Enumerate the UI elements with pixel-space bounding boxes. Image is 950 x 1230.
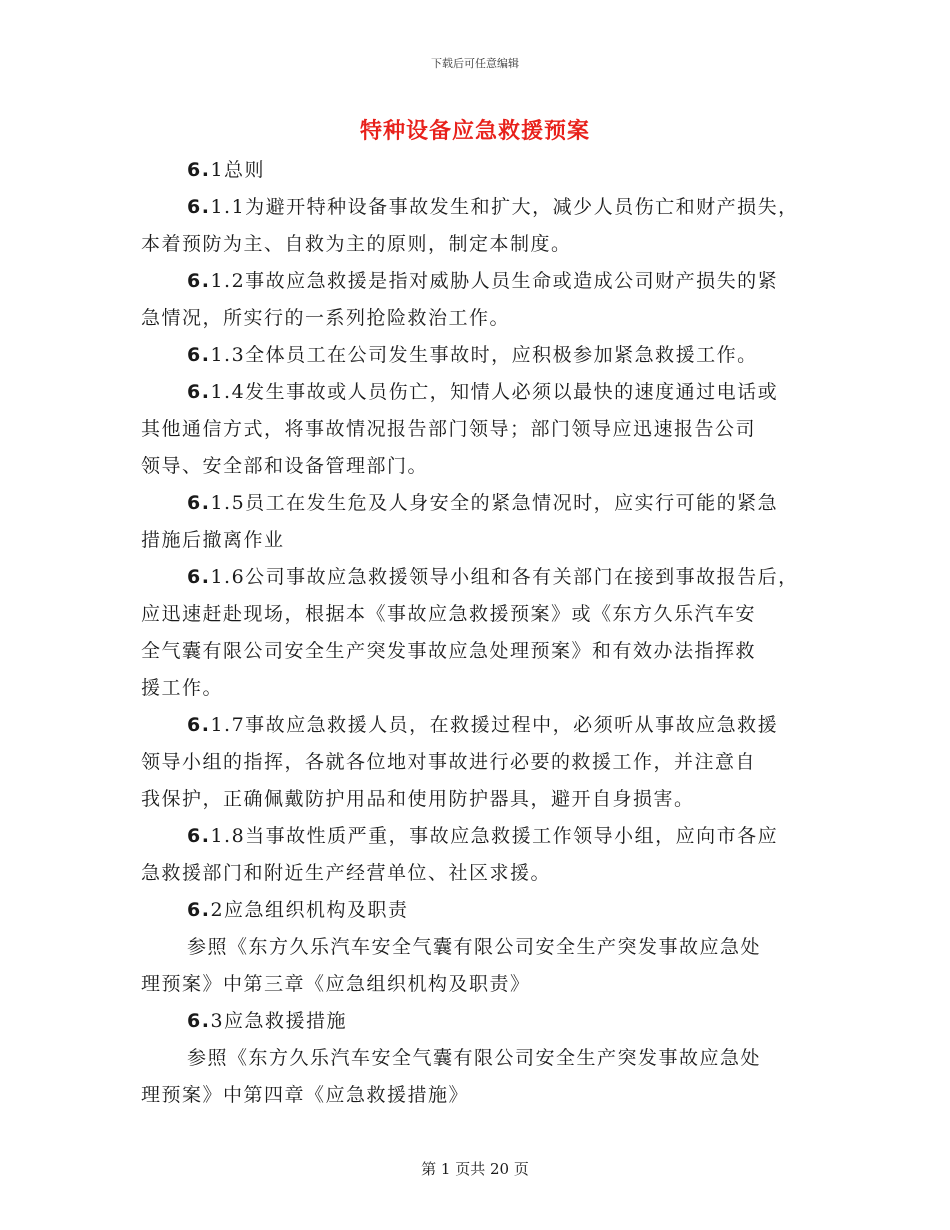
section-number: 6. [187,381,211,403]
paragraph-line [141,781,821,818]
paragraph-line [141,448,821,485]
section-number: 6. [187,270,211,292]
line-text: 参照《东方久乐汽车安全气囊有限公司安全生产突发事故应急处 [187,936,762,958]
paragraph-line [141,929,821,966]
line-text: 我保护，正确佩戴防护用品和使用防护器具，避开自身损害。 [141,788,695,810]
line-text: 本着预防为主、自救为主的原则，制定本制度。 [141,233,572,255]
line-text: 措施后撤离作业 [141,529,285,551]
line-text: 1.4发生事故或人员伤亡，知情人必须以最快的速度通过电话或 [210,381,779,403]
section-number: 6. [187,714,211,736]
line-text: 领导、安全部和设备管理部门。 [141,455,429,477]
paragraph-line [141,855,821,892]
line-text: 1.6公司事故应急救援领导小组和各有关部门在接到事故报告后， [210,566,799,588]
document-body [141,152,821,1114]
section-number: 6. [187,899,211,921]
line-text: 1.1为避开特种设备事故发生和扩大，减少人员伤亡和财产损失， [210,196,799,218]
paragraph-line [141,226,821,263]
section-number: 6. [187,196,211,218]
paragraph-line [141,744,821,781]
paragraph-line [141,818,821,855]
paragraph-line [141,152,821,189]
line-text: 理预案》中第三章《应急组织机构及职责》 [141,973,531,995]
line-text: 理预案》中第四章《应急救援措施》 [141,1084,470,1106]
paragraph-line [141,522,821,559]
paragraph-line [141,1077,821,1114]
line-text: 2应急组织机构及职责 [210,899,409,921]
paragraph-line [141,337,821,374]
line-text: 1.7事故应急救援人员，在救援过程中，必须听从事故应急救援 [210,714,779,736]
line-text: 参照《东方久乐汽车安全气囊有限公司安全生产突发事故应急处 [187,1047,762,1069]
line-text: 应迅速赶赴现场，根据本《事故应急救援预案》或《东方久乐汽车安 [141,603,757,625]
paragraph-line [141,559,821,596]
line-text: 1.5员工在发生危及人身安全的紧急情况时，应实行可能的紧急 [210,492,779,514]
page-footer: 第 1 页共 20 页 [421,1160,529,1178]
paragraph-line [141,300,821,337]
section-number: 6. [187,159,211,181]
line-text: 1.8当事故性质严重，事故应急救援工作领导小组，应向市各应 [210,825,779,847]
section-number: 6. [187,566,211,588]
paragraph-line [141,633,821,670]
line-text: 3应急救援措施 [210,1010,348,1032]
paragraph-line [141,966,821,1003]
section-number: 6. [187,825,211,847]
line-text: 1总则 [210,159,266,181]
section-number: 6. [187,1010,211,1032]
line-text: 急情况，所实行的一系列抢险救治工作。 [141,307,511,329]
section-number: 6. [187,492,211,514]
line-text: 急救援部门和附近生产经营单位、社区求援。 [141,862,552,884]
paragraph-line [141,374,821,411]
paragraph-line [141,1040,821,1077]
line-text: 援工作。 [141,677,224,699]
line-text: 全气囊有限公司安全生产突发事故应急处理预案》和有效办法指挥救 [141,640,757,662]
paragraph-line [141,670,821,707]
paragraph-line [141,596,821,633]
section-number: 6. [187,344,211,366]
header-note: 下载后可任意编辑 [431,57,519,70]
paragraph-line [141,485,821,522]
line-text: 1.2事故应急救援是指对威胁人员生命或造成公司财产损失的紧 [210,270,779,292]
paragraph-line [141,707,821,744]
document-title: 特种设备应急救援预案 [359,118,590,144]
paragraph-line [141,263,821,300]
paragraph-line [141,411,821,448]
paragraph-line [141,189,821,226]
line-text: 1.3全体员工在公司发生事故时，应积极参加紧急救援工作。 [210,344,758,366]
paragraph-line [141,892,821,929]
paragraph-line [141,1003,821,1040]
line-text: 其他通信方式，将事故情况报告部门领导；部门领导应迅速报告公司 [141,418,757,440]
line-text: 领导小组的指挥，各就各位地对事故进行必要的救援工作，并注意自 [141,751,757,773]
